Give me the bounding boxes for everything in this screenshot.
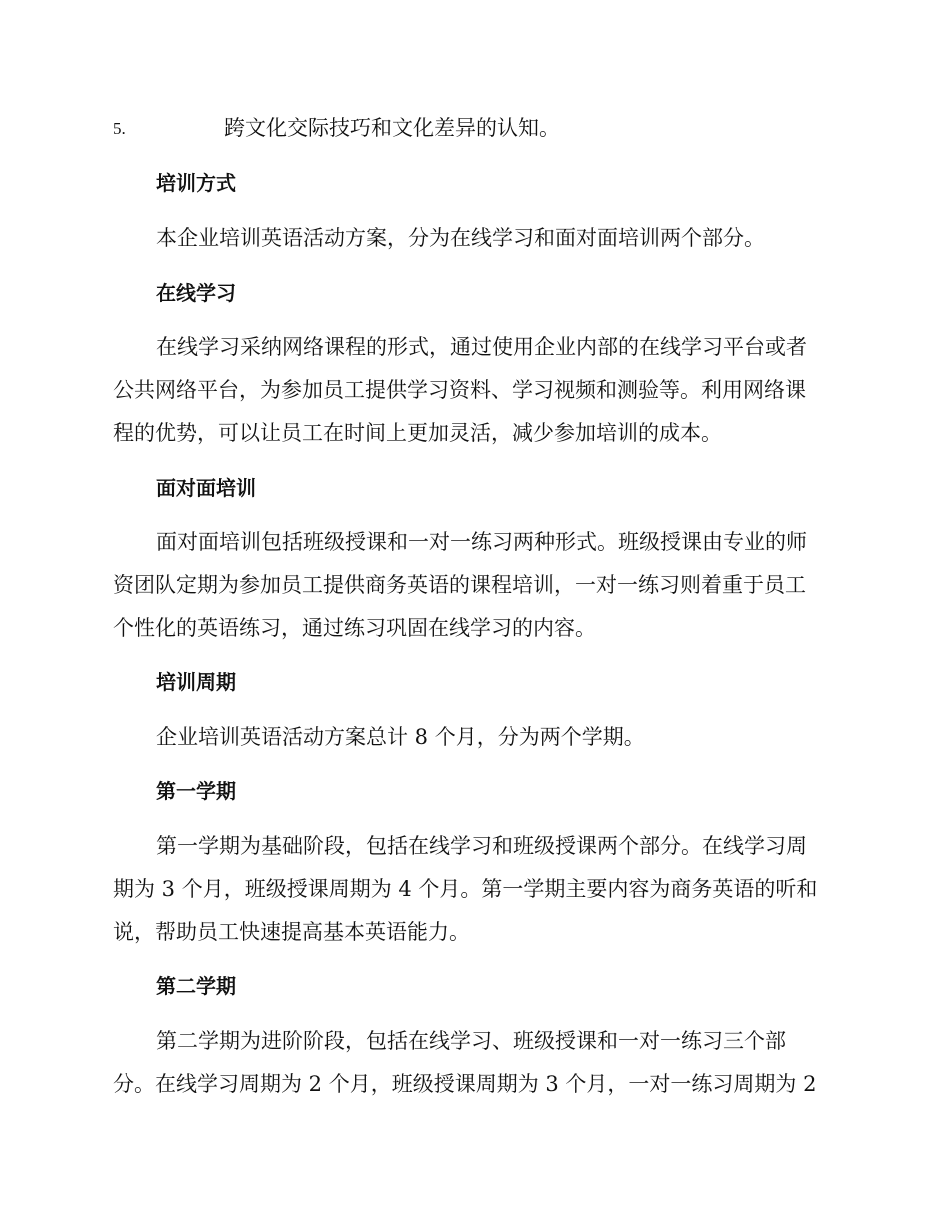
paragraph-line: 面对面培训包括班级授课和一对一练习两种形式。班级授课由专业的师 [156, 530, 807, 554]
heading-second-term: 第二学期 [156, 974, 236, 998]
paragraph-line: 程的优势，可以让员工在时间上更加灵活，减少参加培训的成本。 [113, 421, 722, 445]
paragraph-training-method: 本企业培训英语活动方案，分为在线学习和面对面培训两个部分。 [156, 226, 765, 250]
heading-face-to-face: 面对面培训 [156, 476, 256, 500]
paragraph-line: 分。在线学习周期为 2 个月，班级授课周期为 3 个月，一对一练习周期为 2 [113, 1072, 817, 1096]
paragraph-line: 第一学期为基础阶段，包括在线学习和班级授课两个部分。在线学习周 [156, 834, 807, 858]
paragraph-line: 第二学期为进阶阶段，包括在线学习、班级授课和一对一练习三个部 [156, 1029, 786, 1053]
list-item-number: 5. [113, 119, 126, 138]
heading-training-method: 培训方式 [156, 171, 236, 195]
paragraph-training-period: 企业培训英语活动方案总计 8 个月，分为两个学期。 [156, 725, 645, 749]
paragraph-line: 公共网络平台，为参加员工提供学习资料、学习视频和测验等。利用网络课 [113, 378, 806, 402]
heading-training-period: 培训周期 [156, 670, 236, 694]
paragraph-line: 资团队定期为参加员工提供商务英语的课程培训，一对一练习则着重于员工 [113, 573, 806, 597]
heading-first-term: 第一学期 [156, 779, 236, 803]
heading-online-learning: 在线学习 [156, 281, 236, 305]
paragraph-line: 个性化的英语练习，通过练习巩固在线学习的内容。 [113, 616, 596, 640]
paragraph-line: 在线学习采纳网络课程的形式，通过使用企业内部的在线学习平台或者 [156, 335, 807, 359]
paragraph-line: 说，帮助员工快速提高基本英语能力。 [113, 920, 470, 944]
paragraph-line: 期为 3 个月，班级授课周期为 4 个月。第一学期主要内容为商务英语的听和 [113, 877, 818, 901]
list-item-text: 跨文化交际技巧和文化差异的认知。 [224, 116, 560, 140]
